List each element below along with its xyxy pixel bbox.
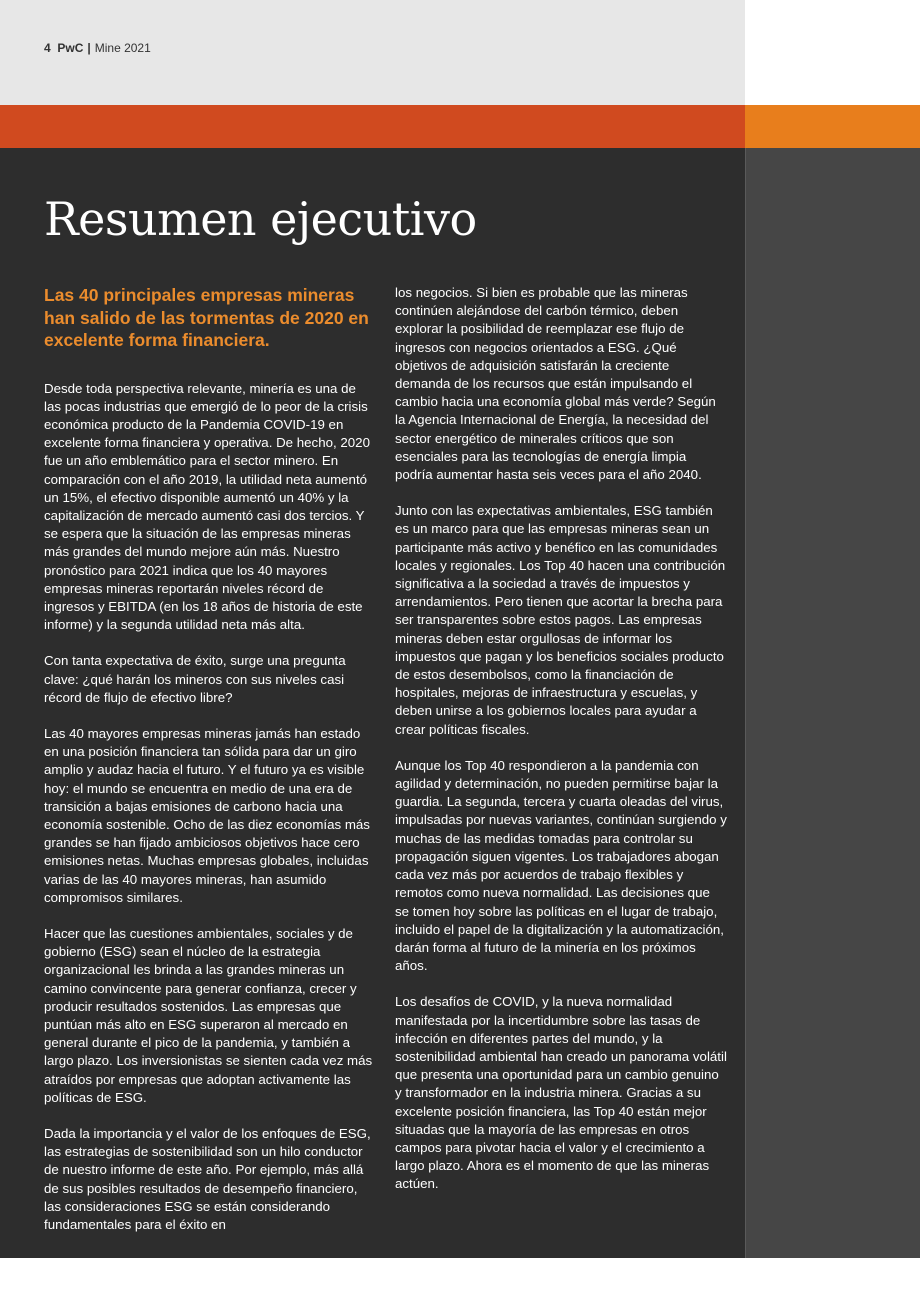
brand-name: PwC bbox=[57, 41, 84, 55]
right-column bbox=[395, 284, 727, 1212]
page-title: Resumen ejecutivo bbox=[44, 192, 477, 246]
header-separator: | bbox=[87, 41, 91, 55]
body-paragraph: Las 40 mayores empresas mineras jamás han estado en una posición financiera tan sólida para dar un giro amplio y audaz hacia el futuro. Y el futuro ya es visible hoy: el mundo se encuentra en medio de una era de transición a bajas emisiones de carbono hacia una economía sostenible. Ocho de las diez economías más grandes se han fijado ambiciosos objetivos hace cero emisiones netas. Muchas empresas globales, incluidas varias de las 40 mayores mineras, han asumido compromisos similares. bbox=[44, 725, 370, 905]
body-paragraph: Hacer que las cuestiones ambientales, sociales y de gobierno (ESG) sean el núcleo de la estrategia organizacional les brinda a las grandes mineras un camino convincente para generar confianza, crecer y producir resultados sostenidos. Las empresas que puntúan más alto en ESG superaron al mercado en general durante el pico de la pandemia, y también a largo plazo. Los inversionistas se sienten cada vez más atraídos por empresas que adoptan activamente las políticas de ESG. bbox=[44, 925, 373, 1105]
body-paragraph: Desde toda perspectiva relevante, minería es una de las pocas industrias que emergió de lo peor de la crisis económica producto de la Pandemia COVID-19 en excelente forma financiera y operativa. De hecho, 2020 fue un año emblemático para el sector minero. En comparación con el año 2019, la utilidad neta aumentó un 15%, el efectivo disponible aumentó un 40% y la capitalización de mercado aumentó casi dos tercios. Y se espera que la situación de las empresas mineras más grandes del mundo mejore aún más. Nuestro pronóstico para 2021 indica que los 40 mayores empresas mineras reportarán niveles récord de ingresos y EBITDA (en los 18 años de historia de este informe) y la segunda utilidad neta más alta. bbox=[44, 380, 370, 633]
publication-name: Mine 2021 bbox=[94, 41, 151, 55]
body-paragraph: Los desafíos de COVID, y la nueva normalidad manifestada por la incertidumbre sobre las tasas de infección en diferentes partes del mundo, y la sostenibilidad ambiental han creado un panorama volátil que presenta una oportunidad para un cambio genuino y transformador en la industria minera. Gracias a su excelente posición financiera, las Top 40 están mejor situadas que la mayoría de las empresas en otros campos para pivotar hacia el valor y el crecimiento a largo plazo. Ahora es el momento de que las mineras actúen. bbox=[395, 994, 727, 1192]
section-subtitle: Las 40 principales empresas mineras han salido de las tormentas de 2020 en excelente forma financiera. bbox=[44, 285, 369, 350]
left-column bbox=[44, 284, 376, 1252]
body-paragraph: los negocios. Si bien es probable que las mineras continúen alejándose del carbón térmico, deben explorar la posibilidad de reemplazar ese flujo de ingresos con negocios orientados a ESG. ¿Qué objetivos de adquisición satisfarán la creciente demanda de los recursos que están impulsando el cambio hacia una economía global más verde? Según la Agencia Internacional de Energía, la necesidad del sector energético de minerales críticos que son esenciales para las tecnologías de energía limpia podría aumentar hasta seis veces para el año 2040. bbox=[395, 285, 716, 483]
side-panel bbox=[745, 148, 920, 1258]
body-paragraph: Dada la importancia y el valor de los enfoques de ESG, las estrategias de sostenibilidad son un hilo conductor de nuestro informe de este año. Por ejemplo, más allá de sus posibles resultados de desempeño financiero, las consideraciones ESG se están considerando fundamentales para el éxito en bbox=[44, 1126, 371, 1233]
accent-orange-band bbox=[745, 105, 920, 148]
body-paragraph: Junto con las expectativas ambientales, ESG también es un marco para que las empresas mineras sean un participante más activo y benéfico en las comunidades locales y regionales. Los Top 40 hacen una contribución significativa a la sociedad a través de impuestos y arrendamientos. Pero tienen que acortar la brecha para ser transparentes sobre estos pagos. Las empresas mineras deben estar orgullosas de informar los impuestos que pagan y los beneficios sociales producto de estos desembolsos, como la financiación de hospitales, mejoras de infraestructura y escuelas, y deben unirse a los gobiernos locales para ayudar a crear políticas fiscales. bbox=[395, 503, 726, 737]
body-paragraph: Con tanta expectativa de éxito, surge una pregunta clave: ¿qué harán los mineros con sus niveles casi récord de flujo de efectivo libre? bbox=[44, 653, 346, 705]
body-paragraph: Aunque los Top 40 respondieron a la pandemia con agilidad y determinación, no pueden permitirse bajar la guardia. La segunda, tercera y cuarta oleadas del virus, impulsadas por nuevas variantes, continúan surgiendo y muchas de las medidas tomadas para controlar su propagación siguen vigentes. Los trabajadores abogan cada vez más por acuerdos de trabajo flexibles y remotos como nueva normalidad. Las decisiones que se tomen hoy sobre las políticas en el lugar de trabajo, incluido el papel de la digitalización y la automatización, darán forma al futuro de la minería en los próximos años. bbox=[395, 757, 727, 974]
page-bottom-margin bbox=[0, 1258, 920, 1302]
running-header bbox=[44, 41, 151, 55]
page-number: 4 bbox=[44, 41, 51, 55]
header-band bbox=[0, 0, 745, 105]
accent-red-band bbox=[0, 105, 745, 148]
